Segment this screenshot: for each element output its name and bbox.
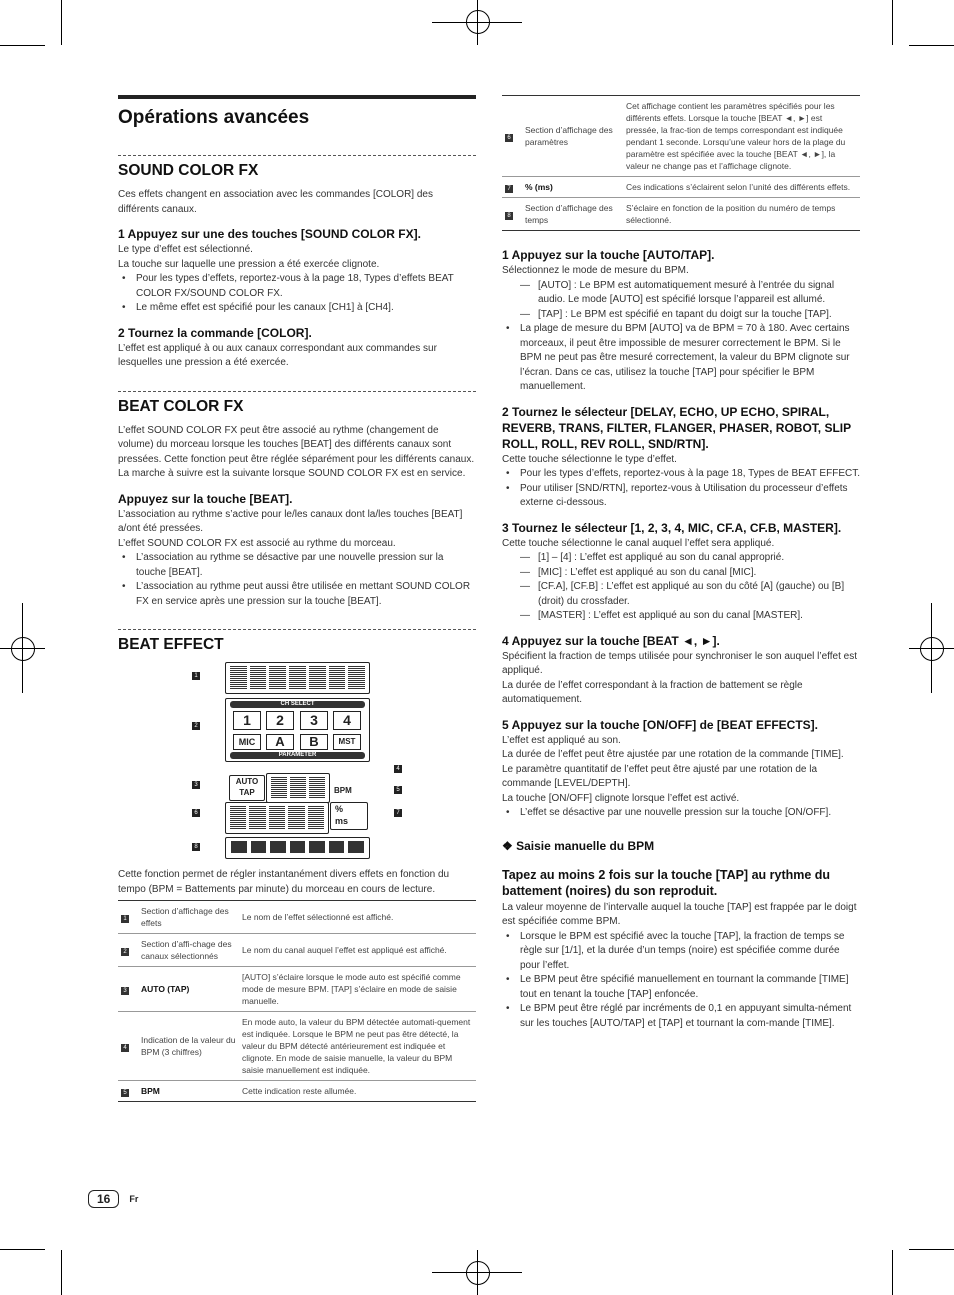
sound-step1-bullet: • Pour les types d’effets, reportez-vous à la page 18, Types d’effets BEAT COLOR FX/SOUND COLOR FX.: [136, 272, 476, 301]
onoff-step5-line: L’effet est appliqué au son.: [502, 734, 621, 746]
beat-effect-heading: BEAT EFFECT: [118, 636, 224, 653]
registration-mark: [466, 1261, 490, 1285]
section-rule: [118, 629, 476, 630]
channel-step3-dash: — [CF.A], [CF.B] : L’effet est appliqué au son du côté [A] (gauche) ou [B] (droit) du crossfader.: [538, 580, 860, 609]
bpm-step1-line: Sélectionnez le mode de mesure du BPM.: [502, 265, 689, 276]
effect-step2-line: Cette touche sélectionne le type d’effet.: [502, 453, 677, 465]
callout-2: 2: [192, 722, 200, 730]
crop-mark: [892, 0, 893, 45]
crossfader-b-indicator: B: [300, 734, 328, 750]
beat-step4-line: Spécifient la fraction de temps utilisée pour synchroniser le son auquel l’effet est appliqué.: [502, 650, 858, 676]
crossfader-a-indicator: A: [266, 734, 294, 750]
beat-effect-table: [118, 900, 476, 1102]
bpm-step1-bullet: • La plage de mesure du BPM [AUTO] va de BPM = 70 à 180. Avec certains morceaux, il peut être impossible de mesurer correctement le BPM. Si le BPM ne peut pas être mesuré correctement, la valeur du BPM clignote sur l’écran. Dans ce cas, utilisez la touche [TAP] pour spécifier le BPM manuellement.: [520, 322, 860, 395]
bpm-step-1: 1 Appuyez sur la touche [AUTO/TAP].: [502, 248, 715, 262]
channel-step3-dash: — [1] – [4] : L’effet est appliqué au son du canal approprié.: [538, 551, 860, 566]
onoff-step5-line: La durée de l’effet peut être ajustée par une rotation de la commande [TIME].: [502, 749, 844, 760]
unit-indicator: [330, 802, 368, 830]
sound-step-1: 1 Appuyez sur une des touches [SOUND COLOR FX].: [118, 227, 421, 241]
callout-5: 5: [394, 786, 402, 794]
callout-4: 4: [394, 765, 402, 773]
percent-label: %: [335, 804, 344, 814]
effect-step-2: 2 Tournez le sélecteur [DELAY, ECHO, UP ECHO, SPIRAL, REVERB, TRANS, FILTER, FLANGER, PHASER, ROBOT, SLIP ROLL, ROLL, REV ROLL, SND/RTN].: [502, 404, 851, 451]
crop-mark: [909, 45, 954, 46]
beat-color-line: L’effet SOUND COLOR FX est associé au rythme du morceau.: [118, 537, 396, 549]
sound-step1-bullet: • Le même effet est spécifié pour les canaux [CH1] à [CH4].: [136, 301, 476, 316]
crop-mark: [0, 1249, 45, 1250]
crop-mark: [0, 45, 45, 46]
sound-color-heading: SOUND COLOR FX: [118, 162, 259, 179]
channel-step-3: 3 Tournez le sélecteur [1, 2, 3, 4, MIC, CF.A, CF.B, MASTER].: [502, 520, 842, 535]
crop-mark: [892, 1250, 893, 1295]
sound-intro: Ces effets changent en association avec les commandes [COLOR] des différents canaux.: [118, 189, 433, 215]
crop-mark: [909, 1249, 954, 1250]
registration-mark: [466, 10, 490, 34]
effect-step2-bullet: • Pour utiliser [SND/RTN], reportez-vous à Utilisation du processeur d’effets externe ci-dessous.: [520, 482, 860, 511]
page-title: Opérations avancées: [118, 107, 310, 128]
page-number: 16: [88, 1190, 119, 1208]
onoff-step5-line: La touche [ON/OFF] clignote lorsque l’effet est activé.: [502, 792, 740, 804]
beat-color-p1: L’effet SOUND COLOR FX peut être associé au rythme (changement de volume) du morceau lorsque les touches [BEAT] des différents canaux sont pressées. Cette fonction peut être réglée séparément pour les différents canaux.: [118, 424, 475, 465]
beat-effect-desc: Cette fonction permet de régler instantanément divers effets en fonction du tempo (BPM = Battements par minute) du morceau en cours de lecture.: [118, 869, 450, 895]
section-rule: [118, 155, 476, 156]
channel-step3-line: Cette touche sélectionne le canal auquel l’effet sera appliqué.: [502, 537, 775, 549]
ch-select-label: CH SELECT: [230, 701, 365, 708]
callout-1: 1: [192, 672, 200, 680]
channel-1-indicator: 1: [233, 711, 261, 730]
onoff-step-5: 5 Appuyez sur la touche [ON/OFF] de [BEAT EFFECTS].: [502, 717, 819, 732]
right-column: [502, 95, 860, 1031]
beat-color-line: L’association au rythme s’active pour le/les canaux dont la/les touches [BEAT] a/ont été pressées.: [118, 508, 463, 534]
display-section-table: [502, 95, 860, 231]
table-row: 6 Section d’affichage des paramètres Cet affichage contient les paramètres spécifiés pour les différents effets. Lorsque la touche [BEAT ◄, ►] est pressée, la frac-tion de temps correspondant est indiquée pendant 1 seconde. Lorsqu’une valeur hors de la plage du paramètre est spécifiée avec la touche [BEAT ◄, ►], la valeur ne change pas et l’affichage clignote.: [502, 96, 860, 177]
parameter-label: PARAMETER: [230, 752, 365, 759]
left-column: [118, 95, 476, 1102]
tap-line: La valeur moyenne de l’intervalle auquel la touche [TAP] est frappée par le doigt est spécifiée comme BPM.: [502, 901, 857, 927]
crop-mark: [61, 0, 62, 45]
page-footer: [88, 1190, 138, 1208]
mic-indicator: MIC: [233, 734, 261, 750]
channel-step3-dash: — [MASTER] : L’effet est appliqué au son du canal [MASTER].: [538, 609, 860, 624]
table-row: 2 Section d’affi-chage des canaux sélectionnés Le nom du canal auquel l’effet est appliqué est affiché.: [118, 934, 476, 967]
table-row: 3 AUTO (TAP) [AUTO] s’éclaire lorsque le mode auto est spécifié comme mode de mesure BPM. [TAP] s’éclaire en mode de saisie manuelle.: [118, 967, 476, 1012]
table-row: 5 BPM Cette indication reste allumée.: [118, 1081, 476, 1102]
tap-bullet: • Le BPM peut être spécifié manuellement en tournant la commande [TIME] tout en tenant la touche [TAP] enfoncée.: [520, 973, 860, 1002]
beat-step-4: 4 Appuyez sur la touche [BEAT ◄, ►].: [502, 633, 720, 648]
bpm-step1-dash: — [AUTO] : Le BPM est automatiquement mesuré à l’entrée du signal audio. Le mode [AUTO] est spécifié lorsque l’appareil est allumé.: [538, 279, 860, 308]
beat-color-heading: BEAT COLOR FX: [118, 397, 244, 415]
effect-step2-bullet: • Pour les types d’effets, reportez-vous à la page 18, Types de BEAT EFFECT.: [520, 467, 860, 482]
beat-step4-line: La durée de l’effet correspondant à la fraction de battement se règle automatiquement.: [502, 679, 803, 705]
sound-step1-line: Le type d’effet est sélectionné.: [118, 244, 253, 255]
sound-step-2: 2 Tournez la commande [COLOR].: [118, 325, 312, 340]
table-row: 1 Section d’affichage des effets Le nom de l’effet sélectionné est affiché.: [118, 901, 476, 934]
channel-step3-dash: — [MIC] : L’effet est appliqué au son du canal [MIC].: [538, 566, 860, 581]
parameter-display-lcd: [225, 802, 329, 834]
table-row: 4 Indication de la valeur du BPM (3 chiffres) En mode auto, la valeur du BPM détectée automati-quement est indiquée. Lorsque le BPM ne peut pas être détecté, la valeur du BPM détecté antérieurement est indiquée et clignote. En mode de saisie manuelle, la valeur du BPM saisie manuellement est indiquée.: [118, 1012, 476, 1081]
table-row: 8 Section d’affichage des temps S’éclaire en fonction de la position du numéro de temps sélectionné.: [502, 198, 860, 231]
section-rule: [118, 391, 476, 392]
onoff-step5-bullet: • L’effet se désactive par une nouvelle pression sur la touche [ON/OFF].: [520, 806, 860, 821]
tap-label: TAP: [239, 788, 255, 797]
sound-step2-line: L’effet est appliqué à ou aux canaux correspondant aux commandes sur lesquelles une pression a été exercée.: [118, 342, 437, 368]
callout-3: 3: [192, 781, 200, 789]
onoff-step5-line: Le paramètre quantitatif de l’effet peut être ajusté par une rotation de la commande [LEVEL/DEPTH].: [502, 763, 818, 789]
beat-color-bullet: • L’association au rythme peut aussi être utilisée en mettant SOUND COLOR FX en service après une pression sur la touche [BEAT].: [136, 580, 476, 609]
channel-select-lcd: [225, 698, 370, 762]
registration-mark: [11, 637, 35, 661]
beat-color-step: Appuyez sur la touche [BEAT].: [118, 491, 293, 506]
auto-label: AUTO: [235, 777, 259, 786]
channel-4-indicator: 4: [333, 711, 361, 730]
table-row: 7 % (ms) Ces indications s’éclairent selon l’unité des différents effets.: [502, 177, 860, 198]
manual-bpm-heading: ❖ Saisie manuelle du BPM: [502, 838, 655, 853]
beat-color-bullet: • L’association au rythme se désactive par une nouvelle pression sur la touche [BEAT].: [136, 551, 476, 580]
callout-8: 8: [192, 843, 200, 851]
sound-step1-line: La touche sur laquelle une pression a été exercée clignote.: [118, 258, 380, 270]
bpm-value-lcd: [266, 773, 330, 803]
callout-6: 6: [192, 809, 200, 817]
auto-tap-indicator: [229, 775, 265, 801]
ms-label: ms: [335, 816, 349, 826]
channel-2-indicator: 2: [266, 711, 294, 730]
beat-position-lcd: [225, 837, 370, 859]
title-rule: [118, 95, 476, 99]
beat-color-p2: La marche à suivre est la suivante lorsque SOUND COLOR FX est en service.: [118, 468, 466, 479]
page-language: Fr: [129, 1194, 139, 1204]
bpm-step1-dash: — [TAP] : Le BPM est spécifié en tapant du doigt sur la touche [TAP].: [538, 308, 860, 323]
tap-step: Tapez au moins 2 fois sur la touche [TAP] au rythme du battement (noires) du son reproduit.: [502, 867, 831, 898]
tap-bullet: • Lorsque le BPM est spécifié avec la touche [TAP], la fraction de temps se règle sur [1/1], et la durée d’un temps (noire) est spécifiée comme durée pour l’effet.: [520, 930, 860, 974]
beat-effect-display-diagram: [118, 662, 476, 862]
effect-display-lcd: [225, 662, 370, 694]
channel-3-indicator: 3: [300, 711, 328, 730]
registration-mark: [920, 637, 944, 661]
bpm-label: BPM: [334, 786, 352, 795]
tap-bullet: • Le BPM peut être réglé par incréments de 0,1 en appuyant simulta-nément sur les touches [AUTO/TAP] et [TAP] et tournant la com-mande [TIME].: [520, 1002, 860, 1031]
crop-mark: [61, 1250, 62, 1295]
callout-7: 7: [394, 809, 402, 817]
master-indicator: MST: [333, 734, 361, 750]
